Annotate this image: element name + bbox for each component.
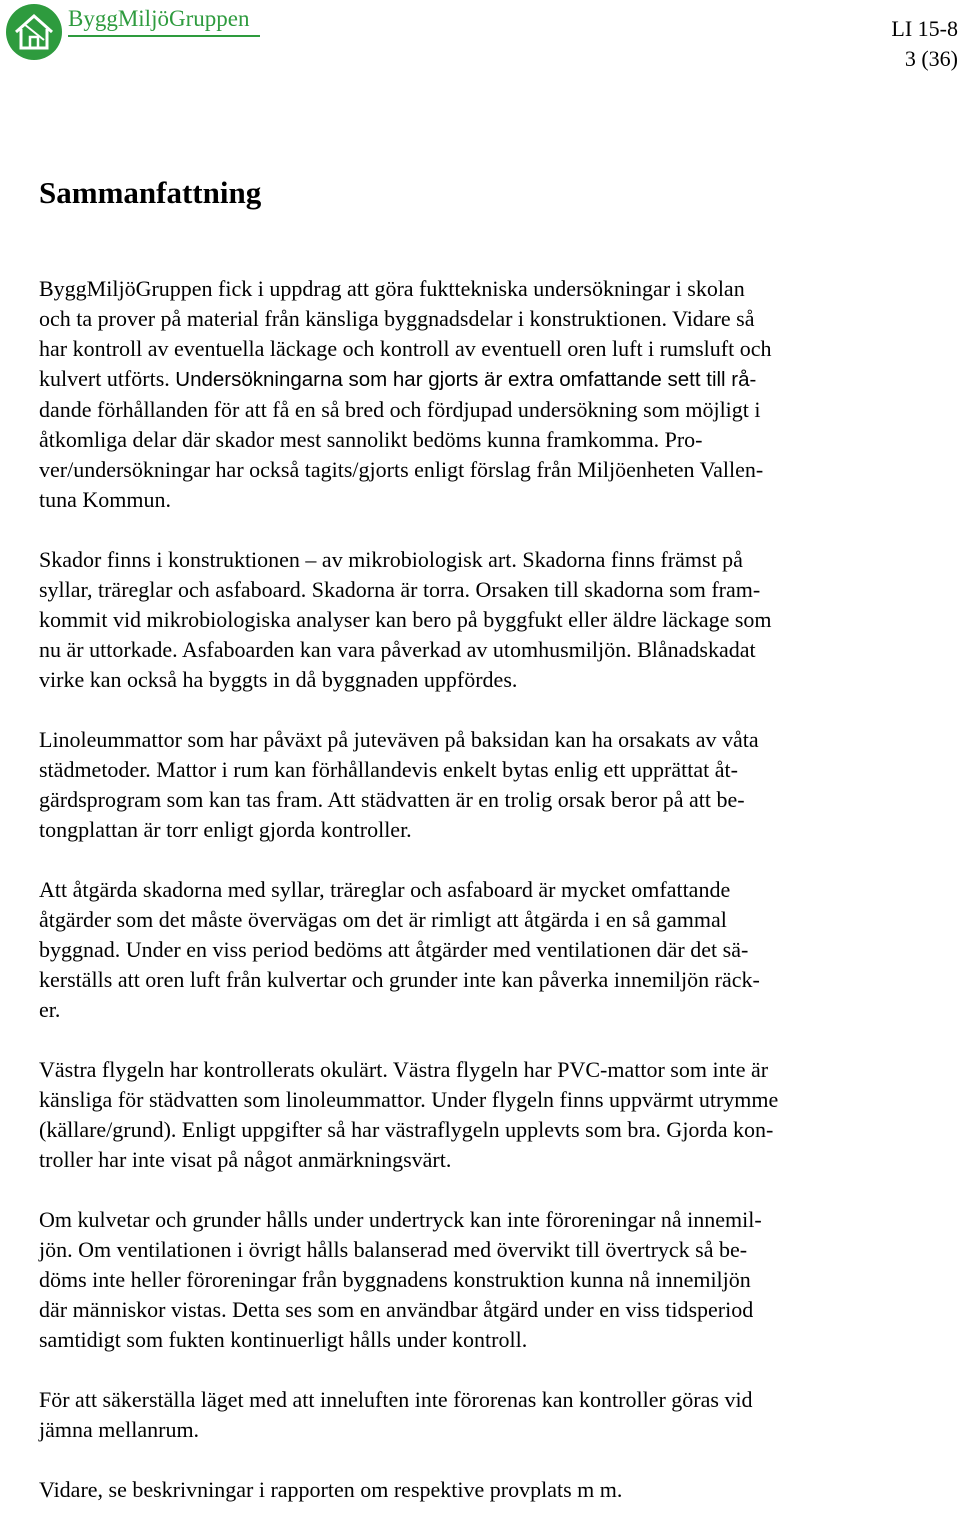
paragraph-line: samtidigt som fukten kontinuerligt hålls under kontroll. bbox=[39, 1327, 528, 1352]
page-title: Sammanfattning bbox=[39, 175, 262, 210]
paragraph-line: Att åtgärda skadorna med syllar, träreglar och asfaboard är mycket omfattande bbox=[39, 877, 731, 902]
logo-underline bbox=[68, 35, 260, 37]
paragraph-line: syllar, träreglar och asfaboard. Skadorna är torra. Orsaken till skadorna som fram- bbox=[39, 577, 761, 602]
paragraph-6 bbox=[39, 1205, 911, 1355]
paragraph-line: För att säkerställa läget med att inneluften inte förorenas kan kontroller göras vid bbox=[39, 1387, 753, 1412]
document-body bbox=[39, 274, 911, 1535]
sans-serif-sentence: Undersökningarna som har gjorts är extra omfattande sett till rå- bbox=[175, 368, 757, 391]
paragraph-line: tongplattan är torr enligt gjorda kontroller. bbox=[39, 817, 412, 842]
paragraph-line: Vidare, se beskrivningar i rapporten om respektive provplats m m. bbox=[39, 1477, 623, 1502]
paragraph-line-mixed bbox=[39, 425, 911, 455]
paragraph-line: åtgärder som det måste övervägas om det är rimligt att åtgärda i en så gammal bbox=[39, 907, 727, 932]
paragraph-line: döms inte heller föroreningar från byggnadens konstruktion kunna nå innemiljön bbox=[39, 1267, 751, 1292]
paragraph-line: jämna mellanrum. bbox=[39, 1417, 200, 1442]
paragraph-line: där människor vistas. Detta ses som en användbar åtgärd under en viss tidsperiod bbox=[39, 1297, 754, 1322]
paragraph-line: har kontroll av eventuella läckage och kontroll av eventuell oren luft i rumsluft och bbox=[39, 336, 772, 361]
paragraph-line: Skador finns i konstruktionen – av mikrobiologisk art. Skadorna finns främst på bbox=[39, 547, 743, 572]
document-id: LI 15-8 bbox=[891, 16, 958, 41]
paragraph-line: byggnad. Under en viss period bedöms att åtgärder med ventilationen där det sä- bbox=[39, 937, 749, 962]
paragraph-line: virke kan också ha byggts in då byggnaden uppfördes. bbox=[39, 667, 518, 692]
paragraph-line-mixed bbox=[39, 364, 911, 395]
paragraph-line: städmetoder. Mattor i rum kan förhållandevis enkelt bytas enlig ett upprättat åt- bbox=[39, 757, 738, 782]
document-reference bbox=[891, 14, 958, 74]
paragraph-line: (källare/grund). Enligt uppgifter så har västraflygeln upplevts som bra. Gjorda kon- bbox=[39, 1117, 774, 1142]
page-number: 3 (36) bbox=[904, 46, 958, 71]
paragraph-line: er. bbox=[39, 997, 61, 1022]
paragraph-1 bbox=[39, 274, 911, 515]
paragraph-line: kerställs att oren luft från kulvertar och grunder inte kan påverka innemiljön räck- bbox=[39, 967, 760, 992]
logo-wordmark: ByggMiljöGruppen bbox=[68, 6, 250, 31]
house-logo-icon bbox=[4, 2, 66, 64]
paragraph-line: känsliga för städvatten som linoleummattor. Under flygeln finns uppvärmt utrymme bbox=[39, 1087, 779, 1112]
company-logo bbox=[4, 2, 274, 64]
paragraph-2 bbox=[39, 545, 911, 695]
paragraph-line: dande förhållanden för att få en så bred och fördjupad undersökning som möjligt i bbox=[39, 397, 761, 422]
paragraph-line: troller har inte visat på något anmärkningsvärt. bbox=[39, 1147, 452, 1172]
paragraph-line: tuna Kommun. bbox=[39, 487, 171, 512]
paragraph-7 bbox=[39, 1385, 911, 1445]
paragraph-line: jön. Om ventilationen i övrigt hålls balanserad med övervikt till övertryck så be- bbox=[39, 1237, 748, 1262]
paragraph-line: Västra flygeln har kontrollerats okulärt. Västra flygeln har PVC-mattor som inte är bbox=[39, 1057, 769, 1082]
paragraph-line: ver/undersökningar har också tagits/gjorts enligt förslag från Miljöenheten Vallen- bbox=[39, 457, 764, 482]
paragraph-line: nu är uttorkade. Asfaboarden kan vara påverkad av utomhusmiljön. Blånadskadat bbox=[39, 637, 756, 662]
paragraph-line: kommit vid mikrobiologiska analyser kan bero på byggfukt eller äldre läckage som bbox=[39, 607, 772, 632]
paragraph-line: Om kulvetar och grunder hålls under undertryck kan inte föroreningar nå innemil- bbox=[39, 1207, 762, 1232]
paragraph-line-start: åtkomliga delar där skador mest sannolikt bedöms kunna framkomma. bbox=[39, 427, 660, 452]
paragraph-line: gärdsprogram som kan tas fram. Att städvatten är en trolig orsak beror på att be- bbox=[39, 787, 745, 812]
paragraph-4 bbox=[39, 875, 911, 1025]
paragraph-line: och ta prover på material från känsliga byggnadsdelar i konstruktionen. Vidare så bbox=[39, 306, 755, 331]
paragraph-3 bbox=[39, 725, 911, 845]
paragraph-line: Linoleummattor som har påväxt på juteväven på baksidan kan ha orsakats av våta bbox=[39, 727, 759, 752]
paragraph-line: ByggMiljöGruppen fick i uppdrag att göra fukttekniska undersökningar i skolan bbox=[39, 276, 745, 301]
paragraph-5 bbox=[39, 1055, 911, 1175]
paragraph-line-tail: Pro- bbox=[664, 427, 703, 452]
paragraph-line-start: kulvert utförts. bbox=[39, 366, 170, 391]
paragraph-8 bbox=[39, 1475, 911, 1505]
